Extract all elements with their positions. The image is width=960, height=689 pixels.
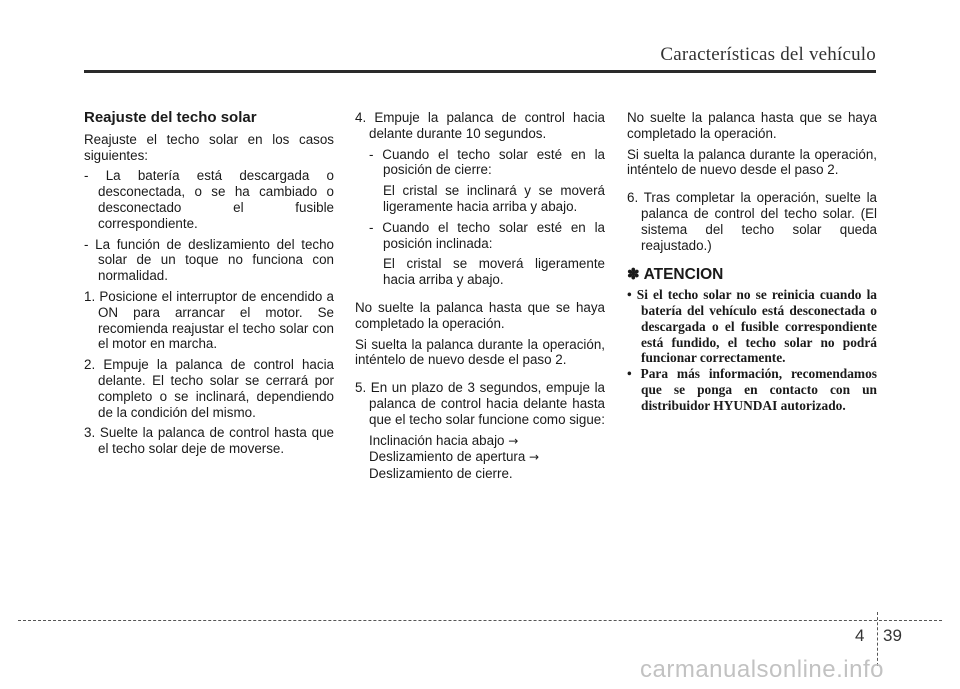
column-3: [627, 110, 877, 414]
step-item: 2. Empuje la palanca de control hacia delante. El techo solar se cerrará por completo o se inclinará, dependiendo de la condición del mismo.: [84, 357, 334, 420]
sequence-list: [355, 433, 605, 482]
arrow-right-icon: →: [508, 433, 519, 448]
sequence-item: Inclinación hacia abajo →: [369, 432, 519, 448]
step-item: 3. Suelte la palanca de control hasta que el techo solar deje de moverse.: [84, 425, 334, 457]
note-text: Si suelta la palanca durante la operación, inténtelo de nuevo desde el paso 2.: [627, 146, 877, 178]
step-item: 5. En un plazo de 3 segundos, empuje la palanca de control hacia delante hasta que el techo solar funcione como sigue:: [355, 380, 605, 427]
section-number: 4: [855, 626, 865, 645]
page-number: 39: [883, 626, 902, 645]
case-item: - La función de deslizamiento del techo solar de un toque no funciona con normalidad.: [84, 236, 334, 284]
sub-item-text: El cristal se moverá ligeramente hacia arriba y abajo.: [383, 256, 605, 288]
arrow-right-icon: →: [529, 450, 540, 465]
step-item: 4. Empuje la palanca de control hacia delante durante 10 segundos.: [355, 110, 605, 141]
step-item: 1. Posicione el interruptor de encendido a ON para arrancar el motor. Se recomienda reajustar el techo solar con el motor en marcha.: [84, 288, 334, 352]
column-2: [355, 110, 605, 482]
case-item: - La batería está descargada o desconectada, o se ha cambiado o desconectado el fusible correspondiente.: [84, 168, 334, 231]
sub-item: - Cuando el techo solar esté en la posición de cierre:: [369, 146, 605, 178]
section-heading: Reajuste del techo solar: [84, 109, 257, 126]
sequence-item: Deslizamiento de apertura →: [369, 449, 540, 465]
caution-item: • Para más información, recomendamos que se ponga en contacto con un distribuidor HYUNDAI autorizado.: [627, 366, 877, 413]
note-text: Si suelta la palanca durante la operación, inténtelo de nuevo desde el paso 2.: [355, 336, 605, 368]
column-1: [84, 110, 334, 462]
note-text: No suelte la palanca hasta que se haya completado la operación.: [627, 110, 877, 141]
header-rule: [84, 70, 876, 73]
caution-title: ATENCION: [643, 266, 724, 284]
note-text: No suelte la palanca hasta que se haya completado la operación.: [355, 299, 605, 331]
caution-item: • Si el techo solar no se reinicia cuando la batería del vehículo está desconectada o descargada o el fusible correspondiente está fundido, el techo solar no podrá funcionar correctamente.: [627, 287, 877, 366]
sub-item: - Cuando el techo solar esté en la posición inclinada:: [369, 219, 605, 251]
caution-heading: [627, 267, 877, 283]
sub-item-text: El cristal se inclinará y se moverá ligeramente hacia arriba y abajo.: [383, 183, 605, 214]
watermark: carmanualsonline.info: [640, 656, 884, 683]
page-header-title: Características del vehículo: [660, 44, 876, 65]
sequence-item: Deslizamiento de cierre.: [369, 466, 513, 482]
asterisk-icon: ✽: [627, 266, 640, 284]
footer-dashed-rule: [18, 620, 942, 621]
step-item: 6. Tras completar la operación, suelte la palanca de control del techo solar. (El sistema del techo solar queda reajustado.): [627, 190, 877, 253]
intro-text: Reajuste el techo solar en los casos siguientes:: [84, 131, 334, 163]
